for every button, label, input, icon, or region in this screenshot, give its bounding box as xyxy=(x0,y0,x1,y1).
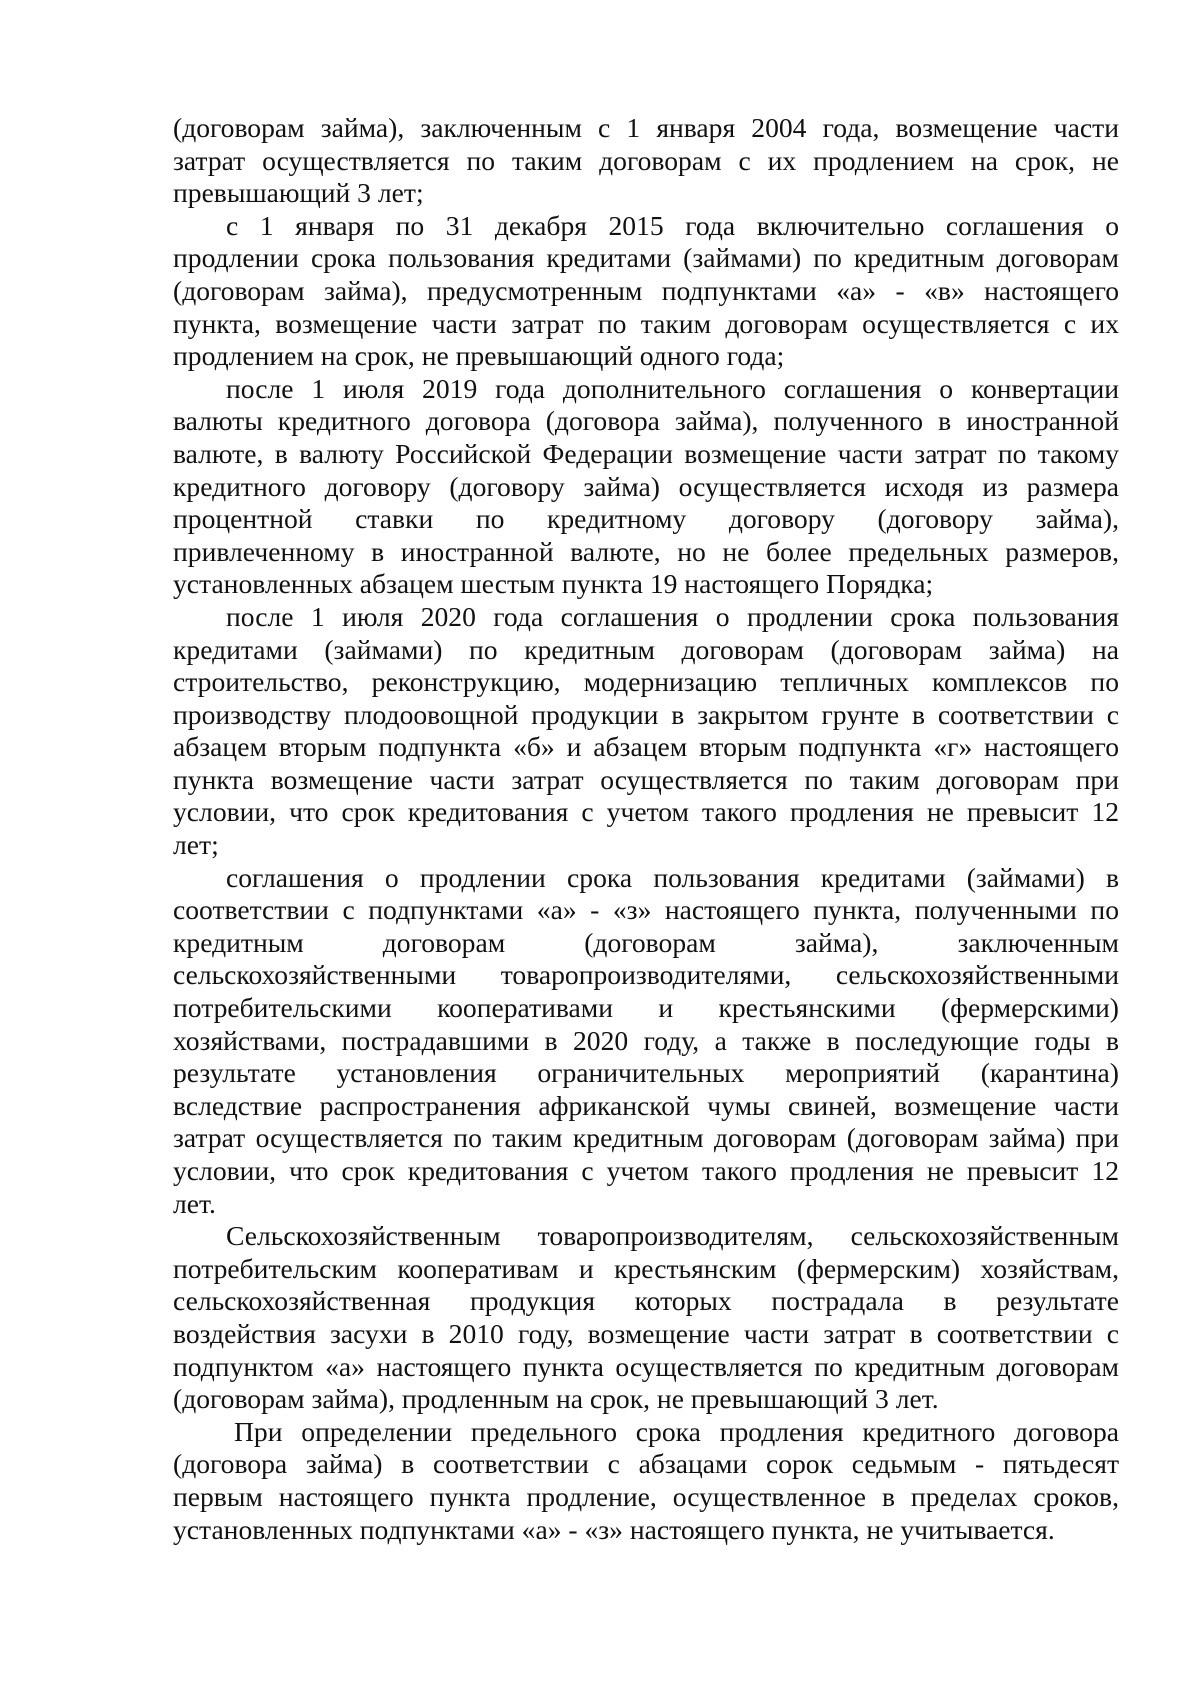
text-line: продлением на срок, не превышающий одного года; xyxy=(173,340,785,372)
text-line: При определении предельного срока продления кредитного договора xyxy=(234,1415,1119,1447)
text-line: (договорам займа), заключенным с 1 января 2004 года, возмещение части xyxy=(173,112,1119,143)
text-line: (договора займа) в соответствии с абзацами сорок седьмым - пятьдесят xyxy=(173,1448,1119,1480)
text-line: лет. xyxy=(173,1187,216,1219)
text-line: вследствие распространения африканской чумы свиней, возмещение части xyxy=(173,1089,1119,1121)
text-line: пункта возмещение части затрат осуществляется по таким договорам при xyxy=(173,763,1119,795)
text-line: кредитным договорам (договорам займа), заключенным xyxy=(173,926,1119,958)
text-line: затрат осуществляется по таким договорам с их продлением на срок, не xyxy=(173,144,1119,176)
text-line: соответствии с подпунктами «а» - «з» настоящего пункта, полученными по xyxy=(173,894,1119,926)
text-line: установленных абзацем шестым пункта 19 настоящего Порядка; xyxy=(173,568,934,600)
text-line: превышающий 3 лет; xyxy=(173,177,424,209)
text-line: условии, что срок кредитования с учетом такого продления не превысит 12 xyxy=(173,796,1119,828)
text-line: результате установления ограничительных мероприятий (карантина) xyxy=(173,1057,1119,1089)
text-line: (договорам займа), предусмотренным подпунктами «а» - «в» настоящего xyxy=(173,274,1119,306)
text-line: валюты кредитного договора (договора займа), полученного в иностранной xyxy=(173,405,1119,437)
text-line: воздействия засухи в 2010 году, возмещение части затрат в соответствии с xyxy=(173,1317,1119,1349)
text-line: после 1 июля 2020 года соглашения о продлении срока пользования xyxy=(226,600,1119,632)
text-line: потребительскими кооперативами и крестьянскими (фермерскими) xyxy=(173,992,1119,1024)
text-line: кредитного договору (договору займа) осуществляется исходя из размера xyxy=(173,470,1119,502)
text-line: пункта, возмещение части затрат по таким договорам осуществляется с их xyxy=(173,307,1119,339)
text-line: (договорам займа), продленным на срок, не превышающий 3 лет. xyxy=(173,1383,939,1415)
text-line: кредитами (займами) по кредитным договорам (договорам займа) на xyxy=(173,633,1119,665)
text-line: строительство, реконструкцию, модернизацию тепличных комплексов по xyxy=(173,666,1119,698)
text-line: сельскохозяйственными товаропроизводителями, сельскохозяйственными xyxy=(173,959,1119,991)
text-line: продлении срока пользования кредитами (займами) по кредитным договорам xyxy=(173,242,1119,274)
text-line: потребительским кооперативам и крестьянским (фермерским) хозяйствам, xyxy=(173,1252,1119,1284)
text-line: абзацем вторым подпункта «б» и абзацем вторым подпункта «г» настоящего xyxy=(173,731,1119,763)
text-line: подпунктом «а» настоящего пункта осуществляется по кредитным договорам xyxy=(173,1350,1119,1382)
text-line: условии, что срок кредитования с учетом такого продления не превысит 12 xyxy=(173,1155,1119,1186)
text-line: производству плодоовощной продукции в закрытом грунте в соответствии с xyxy=(173,698,1119,730)
text-line: Сельскохозяйственным товаропроизводителям, сельскохозяйственным xyxy=(226,1220,1119,1252)
text-line: лет; xyxy=(173,829,219,861)
document-page xyxy=(173,112,1119,1546)
text-line: с 1 января по 31 декабря 2015 года включительно соглашения о xyxy=(226,209,1119,241)
text-line: соглашения о продлении срока пользования кредитами (займами) в xyxy=(226,861,1119,893)
text-line: привлеченному в иностранной валюте, но не более предельных размеров, xyxy=(173,535,1119,567)
text-line: после 1 июля 2019 года дополнительного соглашения о конвертации xyxy=(226,372,1119,404)
text-line: установленных подпунктами «а» - «з» настоящего пункта, не учитывается. xyxy=(173,1513,1055,1545)
text-line: сельскохозяйственная продукция которых пострадала в результате xyxy=(173,1285,1119,1317)
text-line: хозяйствами, пострадавшими в 2020 году, а также в последующие годы в xyxy=(173,1024,1119,1056)
text-line: валюте, в валюту Российской Федерации возмещение части затрат по такому xyxy=(173,437,1119,469)
text-line: затрат осуществляется по таким кредитным договорам (договорам займа) при xyxy=(173,1122,1119,1154)
text-line: первым настоящего пункта продление, осуществленное в пределах сроков, xyxy=(173,1480,1119,1512)
text-line: процентной ставки по кредитному договору (договору займа), xyxy=(173,503,1119,535)
